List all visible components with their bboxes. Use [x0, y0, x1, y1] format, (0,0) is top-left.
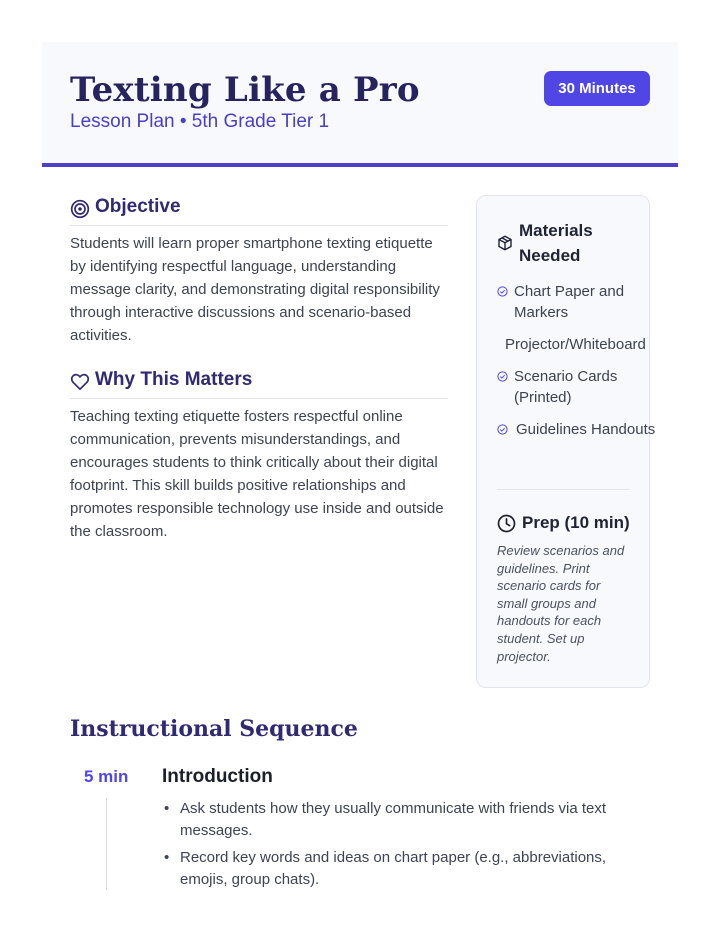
objective-title: Objective [95, 196, 181, 217]
why-title: Why This Matters [95, 369, 253, 390]
check-circle-icon [497, 371, 508, 382]
material-label: Chart Paper and Markers [514, 283, 625, 321]
page-subtitle: Lesson Plan • 5th Grade Tier 1 [70, 111, 330, 132]
list-item: • Ask students how they usually communicate with friends via text messages. [180, 798, 640, 841]
objective-heading [70, 196, 448, 226]
lesson-header [42, 42, 678, 167]
target-icon [70, 199, 90, 219]
package-icon [497, 235, 513, 251]
heart-icon [70, 372, 90, 392]
why-text: Teaching texting etiquette fosters respectful online communication, prevents misunderstandings, and encourages students to think critically about their digital footprint. This skill builds positive relationships and promotes responsible technology use inside and outside the classroom. [70, 408, 444, 541]
material-label: Projector/Whiteboard [505, 336, 646, 353]
check-circle-icon [497, 424, 508, 435]
clock-icon [497, 514, 516, 533]
timeline-line [106, 798, 107, 890]
why-heading [70, 369, 448, 399]
material-label: Scenario Cards (Printed) [514, 368, 618, 406]
step-bullet-list [180, 798, 640, 896]
materials-title: Materials Needed [519, 221, 593, 265]
prep-text: Review scenarios and guidelines. Print scenario cards for small groups and handouts for each student. Set up projector. [497, 543, 625, 664]
materials-card [476, 195, 656, 688]
duration-badge: 30 Minutes [544, 71, 650, 106]
check-circle-icon [497, 286, 508, 297]
card-divider [497, 489, 630, 490]
list-item: • Record key words and ideas on chart paper (e.g., abbreviations, emojis, group chats). [180, 847, 640, 890]
prep-title: Prep (10 min) [522, 513, 630, 532]
step-time: 5 min [84, 767, 129, 786]
objective-text: Students will learn proper smartphone texting etiquette by identifying respectful language, understanding message clarity, and demonstrating digital responsibility through interactive discussions and scenario-based activities. [70, 235, 440, 345]
sequence-title: Instructional Sequence [70, 716, 358, 742]
material-label: Guidelines Handouts [516, 421, 656, 438]
page-title: Texting Like a Pro [70, 70, 420, 110]
step-title: Introduction [162, 766, 273, 787]
